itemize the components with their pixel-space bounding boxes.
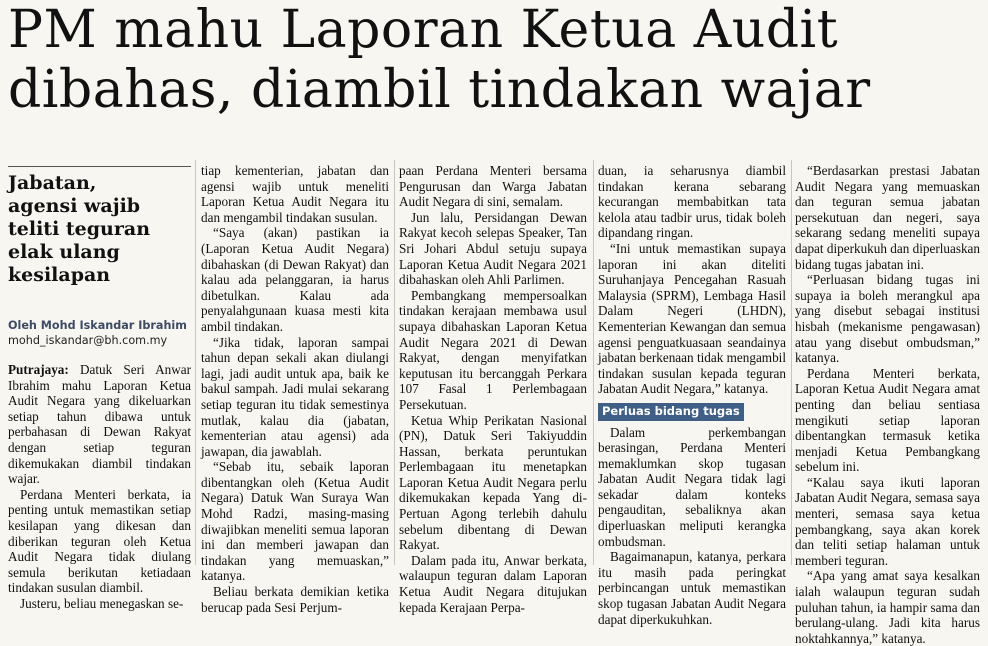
headline	[8, 0, 983, 120]
byline-author: Oleh Mohd Iskandar Ibrahim	[8, 319, 187, 332]
paragraph: paan Perdana Menteri bersama Pengurusan dan Warga Jabatan Audit Negara di sini, semalam.	[399, 163, 587, 210]
byline-email[interactable]: mohd_iskandar@bh.com.my	[8, 334, 168, 347]
paragraph: “Jika tidak, laporan sampai tahun depan sekali akan diulangi lagi, jadi audit untuk apa, baik ke bakul sampah. Jadi mulai sekarang setiap teguran itu tidak semestinya mutlak, kalau dia (jabatan, kementerian atau agensi) ada jawapan, dia jawablah.	[201, 334, 389, 459]
paragraph: duan, ia seharusnya diambil tindakan kerana sebarang kecurangan membabitkan tata kelola atau tadbir urus, tidak boleh dipandang ringan.	[598, 163, 786, 241]
lead-text: Datuk Seri Anwar Ibrahim mahu Laporan Ketua Audit Negara yang dikeluarkan setiap tahun dibawa untuk perbahasan di Dewan Rakyat dengan setiap teguran dikemukakan diambil tindakan wajar.	[8, 362, 191, 487]
paragraph: “Kalau saya ikuti laporan Jabatan Audit Negara, semasa saya menteri, semasa saya ketua pembangkang, saya akan korek dan teliti setiap halaman untuk memberi teguran.	[795, 474, 980, 568]
dateline: Putrajaya:	[8, 362, 69, 377]
subhead-line-4: elak ulang	[8, 241, 120, 263]
lead-paragraph	[8, 362, 191, 487]
subhead-line-1: Jabatan,	[8, 172, 97, 194]
byline	[8, 318, 198, 348]
column-divider	[394, 160, 395, 565]
paragraph: Dalam perkembangan berasingan, Perdana Menteri memaklumkan skop tugasan Jabatan Audit Negara tidak lagi sekadar dalam konteks pengauditan, sebaliknya akan diperluaskan meliputi kerangka ombudsman.	[598, 424, 786, 549]
paragraph: Justeru, beliau menegaskan se-	[20, 595, 184, 611]
paragraph: Perdana Menteri berkata, Laporan Ketua Audit Negara amat penting dan beliau sentiasa mengikuti setiap laporan dibentangkan termasuk ketika menjadi Ketua Pembangkang sebelum ini.	[795, 365, 980, 475]
crosshead: Perluas bidang tugas	[598, 403, 744, 421]
column-divider	[791, 160, 792, 565]
column-5	[795, 163, 980, 646]
subhead-line-2: agensi wajib	[8, 195, 141, 217]
paragraph: “Saya (akan) pastikan ia (Laporan Ketua Audit Negara) dibahaskan (di Dewan Rakyat) dan kalau ada pelanggaran, ia harus dibetulkan. Kalau ada penyalahgunaan kuasa mesti kita ambil tindakan.	[201, 225, 389, 334]
paragraph: Bagaimanapun, katanya, perkara itu masih pada peringkat perbincangan untuk memastikan skop tugasan Jabatan Audit Negara dapat diperkukuhkan.	[598, 549, 786, 627]
paragraph: Perdana Menteri berkata, ia penting untuk memastikan setiap kesilapan yang dikesan dan diberikan teguran oleh Ketua Audit Negara tidak diulang semula berikutan ketiadaan tindakan susulan diambil.	[8, 486, 191, 596]
paragraph: “Berdasarkan prestasi Jabatan Audit Negara yang memuaskan dan teguran semua jabatan persekutuan dan negeri, saya sekarang sedang meneliti supaya dapat diperkukuh dan diperluaskan bidang tugas jabatan ini.	[795, 163, 980, 272]
paragraph: Pembangkang mempersoalkan tindakan kerajaan membawa usul supaya dibahaskan Laporan Ketua Audit Negara 2021 di Dewan Rakyat, dengan menyifatkan keputusan itu bercanggah Perkara 107 Fasal 1 Perlembagaan Persekutuan.	[399, 287, 587, 412]
subhead-line-5: kesilapan	[8, 264, 111, 286]
paragraph: Dalam pada itu, Anwar berkata, walaupun teguran dalam Laporan Ketua Audit Negara ditujukan kepada Kerajaan Perpa-	[399, 552, 587, 615]
column-3	[399, 163, 587, 615]
paragraph: Beliau berkata demikian ketika berucap pada Sesi Perjum-	[201, 584, 389, 615]
paragraph: Ketua Whip Perikatan Nasional (PN), Datuk Seri Takiyuddin Hassan, berkata peruntukan Perlembagaan itu menetapkan Laporan Ketua Audit Negara perlu dikemukakan kepada Yang di-Pertuan Agong terlebih dahulu sebelum dibentang di Dewan Rakyat.	[399, 412, 587, 553]
paragraph: tiap kementerian, jabatan dan agensi wajib untuk meneliti Laporan Ketua Audit Negara itu dan mengambil tindakan susulan.	[201, 163, 389, 225]
headline-line-2: dibahas, diambil tindakan wajar	[8, 60, 871, 120]
column-4	[598, 163, 786, 627]
column-1-body	[8, 362, 191, 612]
column-divider	[593, 160, 594, 565]
subhead-line-3: teliti teguran	[8, 218, 151, 240]
paragraph: “Ini untuk memastikan supaya laporan ini akan diteliti Suruhanjaya Pencegahan Rasuah Malaysia (SPRM), Lembaga Hasil Dalam Negeri (LHDN), Kementerian Kewangan dan semua agensi penguatkuasaan seandainya jabatan berkenaan tidak mengambil tindakan susulan kepada teguran Jabatan Audit Negara,” katanya.	[598, 240, 786, 397]
headline-line-1: PM mahu Laporan Ketua Audit	[8, 0, 839, 60]
subhead-rule	[8, 166, 191, 167]
paragraph: “Sebab itu, sebaik laporan dibentangkan oleh (Ketua Audit Negara) Datuk Wan Suraya Wan Mohd Radzi, masing-masing diwajibkan meneliti semua laporan ini dan memberi jawapan dan tindakan yang memuaskan,” katanya.	[201, 459, 389, 584]
paragraph: Jun lalu, Persidangan Dewan Rakyat kecoh selepas Speaker, Tan Sri Johari Abdul setuju supaya Laporan Ketua Audit Negara 2021 dibahaskan oleh Ahli Parlimen.	[399, 209, 587, 288]
column-2	[201, 163, 389, 615]
paragraph: “Apa yang amat saya kesalkan ialah walaupun teguran sudah puluhan tahun, ia hampir sama dan berulang-ulang. Jadi kita harus noktahkannya,” katanya.	[795, 568, 980, 646]
subhead	[8, 172, 191, 287]
column-divider	[195, 160, 196, 565]
paragraph: “Perluasan bidang tugas ini supaya ia boleh merangkul apa yang disebut sebagai institusi hisbah (mekanisme pengawasan) atau yang disebut ombudsman,” katanya.	[795, 272, 980, 366]
